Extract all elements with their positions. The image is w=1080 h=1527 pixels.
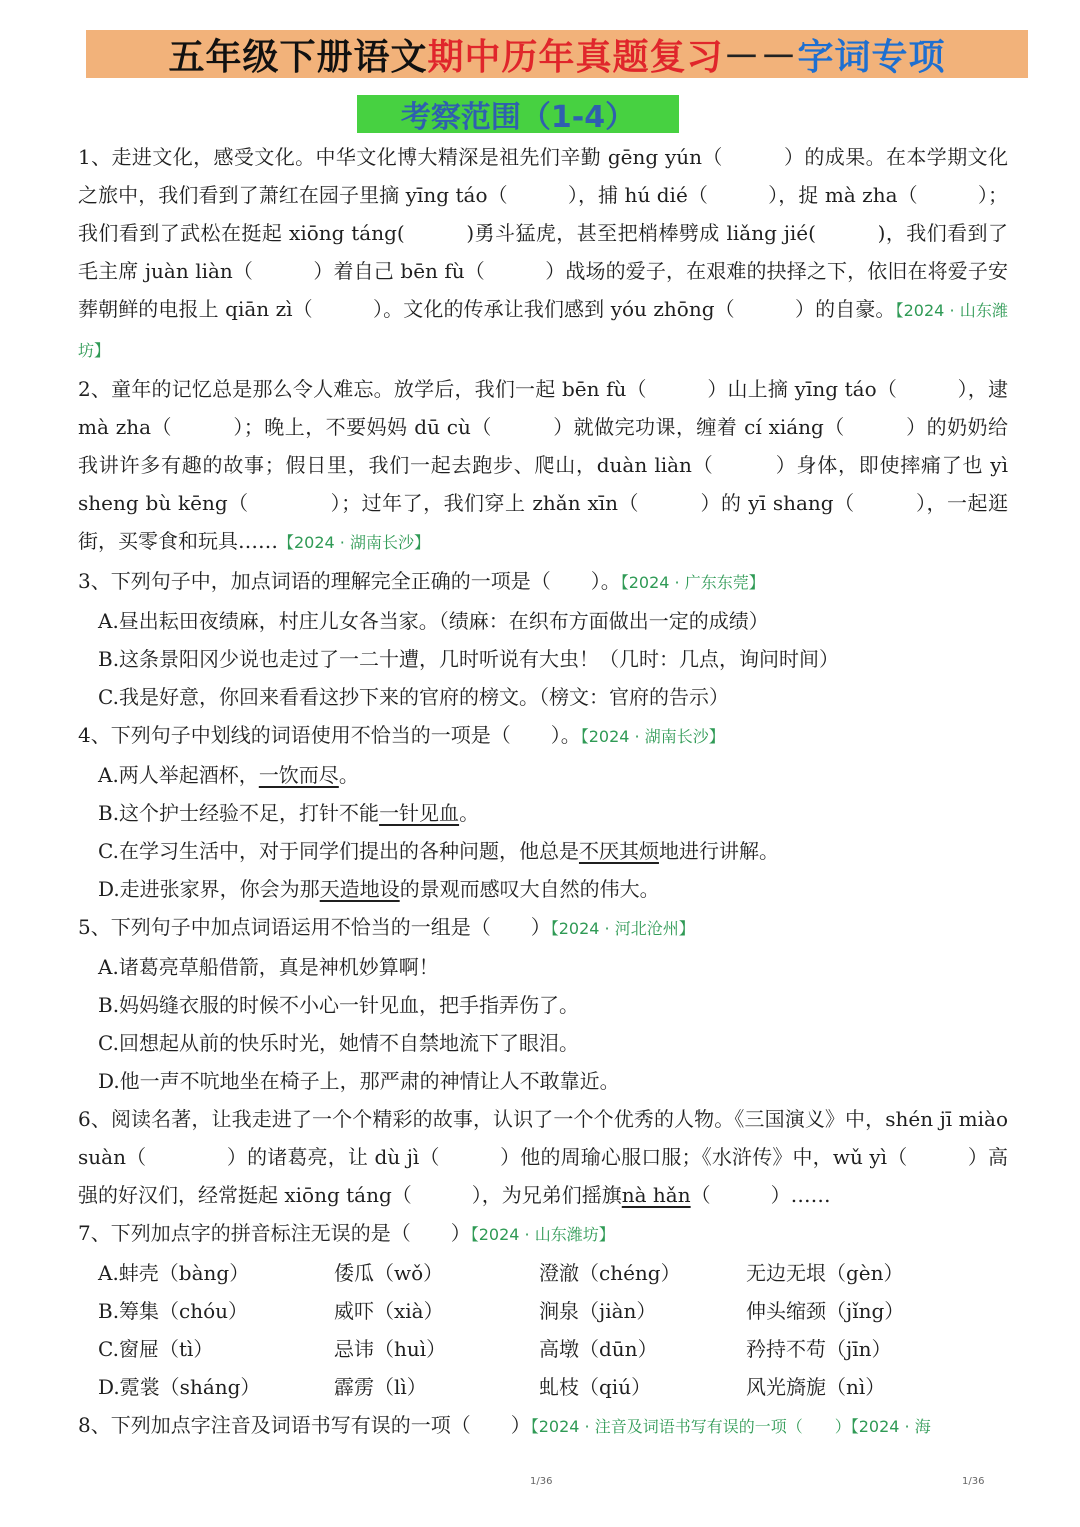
- question-4-stem: 4、下列句子中划线的词语使用不恰当的一项是（ ）。【2024 · 湖南长沙】: [78, 723, 725, 747]
- underlined-word: 一饮而尽: [258, 763, 339, 787]
- question-5-stem: 5、下列句子中加点词语运用不恰当的一组是（ ）【2024 · 河北沧州】: [78, 915, 695, 939]
- option-cell: 涧泉（jiàn）: [539, 1299, 657, 1323]
- option-a: A.两人举起酒杯，一饮而尽。: [98, 763, 359, 787]
- question-6: 6、阅读名著，让我走进了一个个精彩的故事，认识了一个个优秀的人物。《三国演义》中，shén jī miào suàn（ ）的诸葛亮，让 dù jì（ ）他的周瑜心服口服；《水浒传》中，wǔ yì（ ）高强的好汉们，经常挺起 xiōng táng（ ），为兄弟们摇旗nà hǎn（ ）……: [78, 1107, 1008, 1207]
- option-cell: 矜持不苟（jīn）: [746, 1337, 892, 1361]
- option-cell: 伸头缩颈（jǐng）: [746, 1299, 905, 1323]
- pinyin-options-grid: [78, 1254, 1008, 1406]
- option-a: A.昼出耘田夜绩麻，村庄儿女各当家。（绩麻：在织布方面做出一定的成绩）: [98, 609, 769, 633]
- option-cell: A.蚌壳（bàng）: [98, 1261, 250, 1285]
- option-b: B.这个护士经验不足，打针不能一针见血。: [98, 801, 480, 825]
- option-cell: 虬枝（qiú）: [539, 1375, 652, 1399]
- option-a: A.诸葛亮草船借箭，真是神机妙算啊！: [98, 955, 439, 979]
- scope-banner: 考察范围（1-4）: [357, 95, 679, 133]
- source-tag: 【2024 · 注音及词语书写有误的一项（ ）【2024 · 海: [530, 1417, 931, 1436]
- option-d: D.他一声不吭地坐在椅子上，那严肃的神情让人不敢靠近。: [98, 1069, 620, 1093]
- option-cell: D.霓裳（sháng）: [98, 1375, 261, 1399]
- page-number-right: 1/36: [962, 1476, 985, 1487]
- option-b: B.这条景阳冈少说也走过了一二十遭，几时听说有大虫！（几时：几点，询问时间）: [98, 647, 840, 671]
- option-cell: 风光旖旎（nì）: [746, 1375, 886, 1399]
- option-cell: 高墩（dūn）: [539, 1337, 658, 1361]
- underlined-word: 天造地设: [319, 877, 400, 901]
- question-8-stem: 8、下列加点字注音及词语书写有误的一项（ ）【2024 · 注音及词语书写有误的一项（ ）【2024 · 海: [78, 1413, 931, 1437]
- title-banner: [86, 30, 1028, 78]
- option-c: C.我是好意，你回来看看这抄下来的官府的榜文。（榜文：官府的告示）: [98, 685, 729, 709]
- option-cell: 霹雳（lì）: [334, 1375, 427, 1399]
- option-c: C.在学习生活中，对于同学们提出的各种问题，他总是不厌其烦地进行讲解。: [98, 839, 779, 863]
- option-cell: 无边无垠（gèn）: [746, 1261, 904, 1285]
- source-tag: 【2024 · 广东东莞】: [620, 573, 765, 592]
- question-3-stem: 3、下列句子中，加点词语的理解完全正确的一项是（ ）。【2024 · 广东东莞】: [78, 569, 765, 593]
- worksheet-content: [78, 138, 1008, 1446]
- option-b: B.妈妈缝衣服的时候不小心一针见血，把手指弄伤了。: [98, 993, 580, 1017]
- title-topic: 字词专项: [797, 36, 946, 78]
- source-tag: 【2024 · 湖南长沙】: [580, 727, 725, 746]
- option-cell: 威吓（xià）: [334, 1299, 444, 1323]
- underlined-word: 一针见血: [379, 801, 460, 825]
- option-d: D.走进张家界，你会为那天造地设的景观而感叹大自然的伟大。: [98, 877, 660, 901]
- underlined-word: 不厌其烦: [578, 839, 659, 863]
- source-tag: 【2024 · 山东潍坊】: [470, 1225, 615, 1244]
- option-cell: 倭瓜（wǒ）: [334, 1261, 444, 1285]
- title-dash: －－: [723, 36, 798, 78]
- option-c: C.回想起从前的快乐时光，她情不自禁地流下了眼泪。: [98, 1031, 579, 1055]
- source-tag: 【2024 · 山东潍坊】: [78, 301, 1008, 360]
- source-tag: 【2024 · 湖南长沙】: [278, 533, 430, 552]
- option-cell: 澄澈（chéng）: [539, 1261, 681, 1285]
- question-1: 1、走进文化，感受文化。中华文化博大精深是祖先们辛勤 gēng yún（ ）的成果。在本学期文化之旅中，我们看到了萧红在园子里摘 yīng táo（ ），捕 hú dié（ ），捉 mà zha（ ）；我们看到了武松在挺起 xiōng táng( )勇斗猛虎，甚至把梢棒劈成 liǎng jié( )，我们看到了毛主席 juàn liàn（ ）着自己 bēn fù（ ）战场的爱子，在艰难的抉择之下，依旧在将爱子安葬朝鲜的电报上 qiān zì（ ）。文化的传承让我们感到 yóu zhōng（ ）的自豪。【2024 · 山东潍坊】: [78, 145, 1008, 360]
- option-cell: C.窗屉（tì）: [98, 1337, 214, 1361]
- underlined-word: nà hǎn: [621, 1183, 691, 1207]
- question-2: 2、童年的记忆总是那么令人难忘。放学后，我们一起 bēn fù（ ）山上摘 yīng táo（ ），逮 mà zha（ ）；晚上，不要妈妈 dū cù（ ）就做完功课，缠着 cí xiáng（ ）的奶奶给我讲许多有趣的故事；假日里，我们一起去跑步、爬山，duàn liàn（ ）身体，即使摔痛了也 yì sheng bù kēng（ ）；过年了，我们穿上 zhǎn xīn（ ）的 yī shang（ ），一起逛街，买零食和玩具……【2024 · 湖南长沙】: [78, 377, 1008, 553]
- option-cell: B.筹集（chóu）: [98, 1299, 249, 1323]
- question-7-stem: 7、下列加点字的拼音标注无误的是（ ）【2024 · 山东潍坊】: [78, 1221, 615, 1245]
- title-grade: 五年级下册语文: [168, 36, 428, 78]
- source-tag: 【2024 · 河北沧州】: [550, 919, 695, 938]
- title-exam: 期中历年真题复习: [427, 36, 724, 78]
- option-cell: 忌讳（huì）: [334, 1337, 447, 1361]
- page-number-left: 1/36: [530, 1476, 553, 1487]
